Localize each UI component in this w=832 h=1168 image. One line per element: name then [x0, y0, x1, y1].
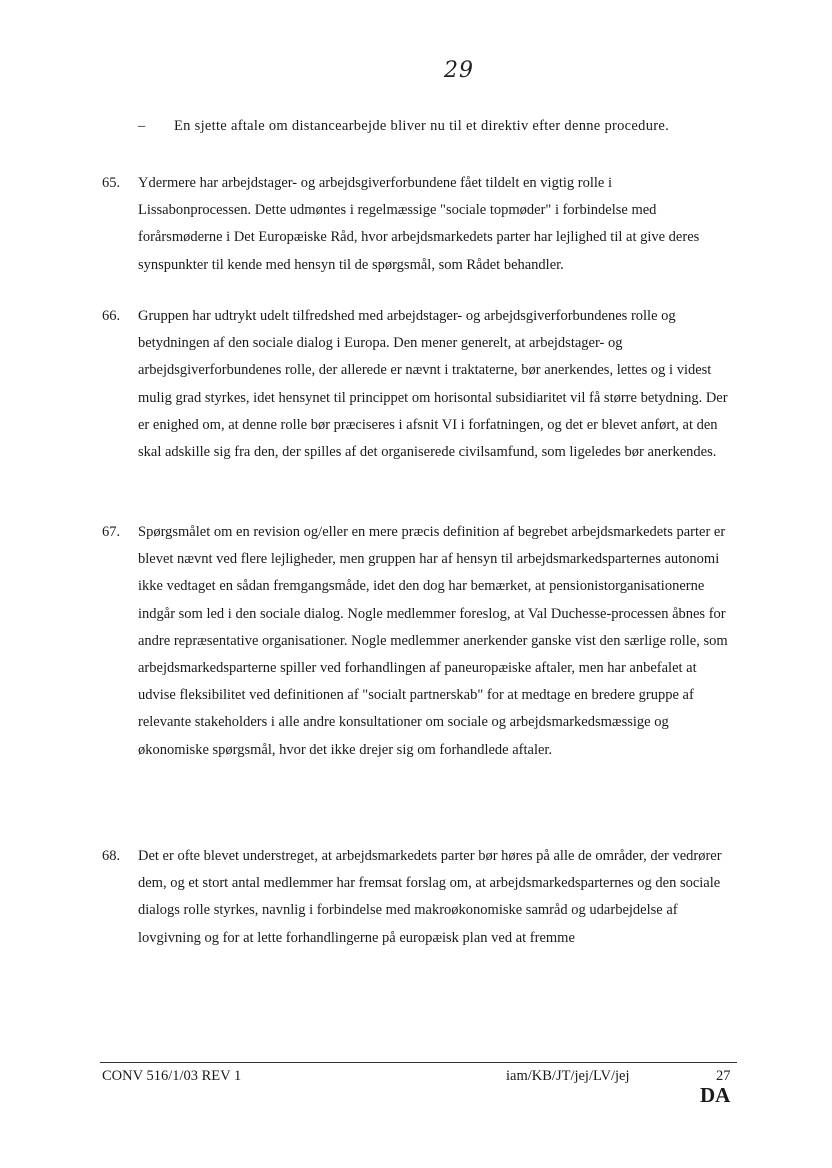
paragraph-number: 66. [102, 308, 121, 324]
handwritten-page-number: 29 [444, 58, 474, 83]
bullet-text: En sjette aftale om distancearbejde bliver nu til et direktiv efter denne procedure. [174, 118, 670, 134]
paragraph-number: 67. [102, 524, 121, 540]
footer-rule [100, 1062, 737, 1063]
paragraph-68 [102, 843, 738, 952]
bullet-dash: – [138, 118, 146, 134]
paragraph-number: 65. [102, 175, 121, 191]
footer-page-number: 27 [716, 1068, 731, 1084]
footer-initials: iam/KB/JT/jej/LV/jej [506, 1068, 630, 1084]
paragraph-66 [102, 303, 738, 466]
footer-doc-ref: CONV 516/1/03 REV 1 [102, 1068, 242, 1084]
paragraph-number: 68. [102, 848, 121, 864]
paragraph-67 [102, 519, 738, 764]
paragraph-text: Gruppen har udtrykt udelt tilfredshed med arbejdstager- og arbejdsgiverforbundenes rolle og betydningen af den sociale dialog i Europa. Den mener generelt, at arbejdstager- og arbejdsgiverforbundenes rolle, der allerede er nævnt i traktaterne, bør anerkendes, lettes og i videst mulig grad styrkes, idet hensynet til princippet om horisontal subsidiaritet vil få større betydning. Der er enighed om, at denne rolle bør præciseres i afsnit VI i forfatningen, og det er blevet anført, at den skal adskille sig fra den, der spilles af det organiserede civilsamfund, som ligeledes bør anerkendes. [138, 308, 728, 461]
paragraph-65 [102, 170, 738, 279]
paragraph-text: Ydermere har arbejdstager- og arbejdsgiverforbundene fået tildelt en vigtig rolle i Lissabonprocessen. Dette udmøntes i regelmæssige "sociale topmøder" i forbindelse med forårsmøderne i Det Europæiske Råd, hvor arbejdsmarkedets parter har lejlighed til at give deres synspunkter til kende med hensyn til de spørgsmål, som Rådet behandler. [138, 175, 700, 273]
footer-language-code: DA [700, 1083, 731, 1107]
paragraph-text: Spørgsmålet om en revision og/eller en mere præcis definition af begrebet arbejdsmarkedets parter er blevet nævnt ved flere lejligheder, men gruppen har af hensyn til arbejdsmarkedsparternes autonomi ikke vedtaget en sådan fremgangsmåde, idet den dog har bemærket, at pensionistorganisationerne indgår som led i den sociale dialog. Nogle medlemmer foreslog, at Val Duchesse-processen åbnes for andre repræsentative organisationer. Nogle medlemmer anerkender ganske vist den særlige rolle, som arbejdsmarkedsparterne spiller ved forhandlingen af paneuropæiske aftaler, men har anbefalet at udvise fleksibilitet ved definitionen af "socialt partnerskab" for at medtage en bredere gruppe af relevante stakeholders i alle andre konsultationer om sociale og arbejdsmarkedsmæssige og økonomiske spørgsmål, hvor det ikke drejer sig om forhandlede aftaler. [138, 524, 728, 758]
paragraph-text: Det er ofte blevet understreget, at arbejdsmarkedets parter bør høres på alle de områder, der vedrører dem, og et stort antal medlemmer har fremsat forslag om, at arbejdsmarkedsparternes og den sociale dialogs rolle styrkes, navnlig i forbindelse med makroøkonomiske samråd og udarbejdelse af lovgivning og for at lette forhandlingerne på europæisk plan ved at fremme [138, 848, 722, 946]
